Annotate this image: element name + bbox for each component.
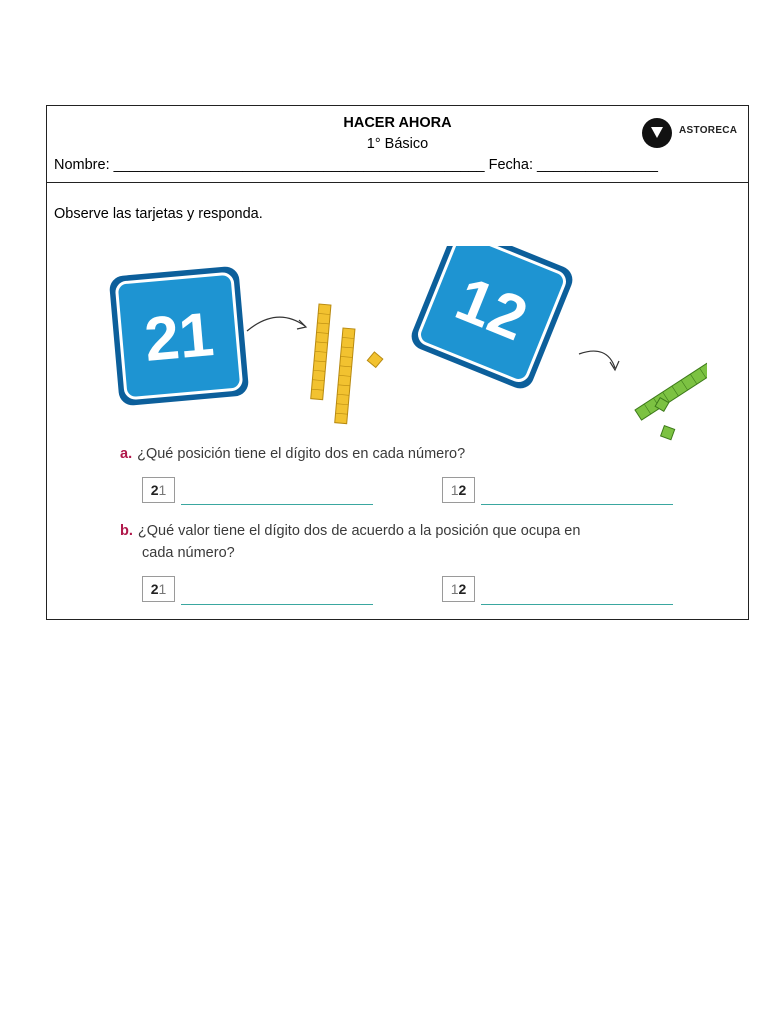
digit: 2 — [458, 482, 467, 498]
unit-cube-green — [661, 426, 675, 440]
digit: 1 — [158, 581, 167, 597]
number-box-12 — [442, 477, 475, 503]
tens-rods-yellow — [311, 304, 331, 400]
tens-rod-green — [635, 350, 707, 420]
digit: 2 — [150, 482, 159, 498]
answer-line-a2[interactable] — [481, 504, 673, 505]
question-b-text-line1: ¿Qué valor tiene el dígito dos de acuerdo a la posición que ocupa en — [137, 523, 581, 539]
digit: 2 — [458, 581, 467, 597]
worksheet — [46, 105, 749, 620]
answer-line-b2[interactable] — [481, 604, 673, 605]
number-box-21 — [142, 576, 175, 602]
question-a-text: ¿Qué posición tiene el dígito dos en cada número? — [137, 446, 466, 462]
digit: 1 — [158, 482, 167, 498]
question-a — [120, 446, 465, 462]
card-12-number: 12 — [446, 264, 537, 355]
number-card-21 — [109, 266, 250, 407]
digit: 2 — [150, 581, 159, 597]
card-21-number: 21 — [141, 300, 217, 375]
date-field[interactable]: _______________ — [537, 157, 658, 173]
question-b-line2: cada número? — [142, 545, 235, 561]
name-label: Nombre: — [54, 157, 110, 173]
number-card-12 — [407, 246, 576, 393]
instruction-text: Observe las tarjetas y responda. — [54, 206, 263, 222]
unit-cube-yellow — [367, 352, 382, 367]
question-b — [120, 523, 580, 539]
cards-illustration — [107, 246, 707, 441]
digit: 1 — [450, 482, 459, 498]
logo-text: ASTORECA — [679, 125, 738, 136]
name-field[interactable]: ______________________________________________ — [113, 157, 485, 173]
arrow-icon — [579, 351, 615, 368]
arrow-icon — [247, 317, 305, 331]
answer-line-a1[interactable] — [181, 504, 373, 505]
astoreca-logo — [641, 117, 741, 149]
worksheet-header — [47, 106, 748, 183]
grade-label: 1° Básico — [366, 136, 429, 152]
question-a-letter: a. — [120, 446, 133, 462]
name-date-row — [54, 157, 658, 173]
question-b-letter: b. — [120, 523, 133, 539]
number-box-12 — [442, 576, 475, 602]
worksheet-title: HACER AHORA — [343, 115, 452, 131]
digit: 1 — [450, 581, 459, 597]
astoreca-logo-icon — [641, 117, 675, 151]
answer-line-b1[interactable] — [181, 604, 373, 605]
date-label: Fecha: — [488, 157, 533, 173]
number-box-21 — [142, 477, 175, 503]
